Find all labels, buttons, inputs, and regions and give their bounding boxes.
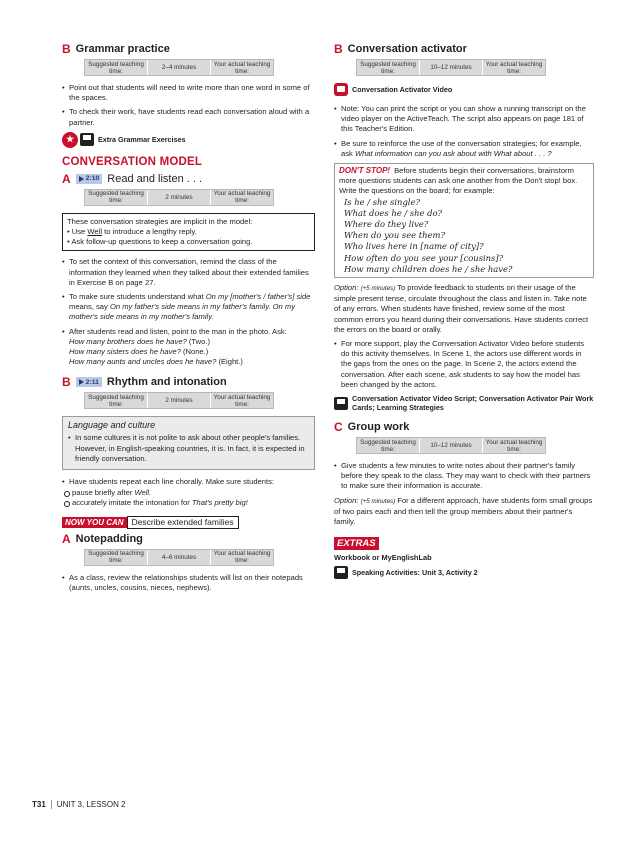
language-culture-box: Language and culture • In some cultures it is not polite to ask about other people's families. However, in English-speaking countries, it is. In fact, it is expected in friendly conversation. — [62, 416, 315, 470]
minutes-value: 2–4 minutes — [148, 60, 211, 75]
bullet: • After students read and listen, point to the man in the photo. Ask: — [62, 327, 315, 337]
dont-stop-tag: DON'T STOP! — [339, 166, 391, 176]
video-icon — [334, 83, 348, 96]
bullet: • Have students repeat each line chorally. Make sure students: — [62, 477, 315, 487]
audio-track[interactable]: 2:10 — [76, 174, 103, 184]
activator-video-resource[interactable]: Conversation Activator Video — [334, 83, 594, 96]
left-column: B Grammar practice Suggested teaching time: 2–4 minutes Your actual teaching time: • Point out that students will need to write more than one word in some of the spaces. • To check their work, have students read each conversation aloud with a partner. ★ Extra Grammar Exercises CONVERSATION MODEL A 2:10 Read and listen . . . Suggested teaching time: 2 minutes Your actual teaching time: These conversation strategies are implicit in the model: • Use Well to introduce a lengthy reply. • Ask follow-up questions to keep a conversation going. • To set the context of this conversation, remind the class of the information they learned when they talked about their extended families in Exercise B on page 27. • To make sure students understand what On my [mother's / father's] side means, say On my father's side means in my father's family. On my mother's side means in my mother's family. • After students read and listen, point to the man in the photo. Ask: How many brothers does he have? (Two.) How many sisters does he have? (None.) How many aunts and uncles does he have? (Eight.) B 2:11 Rhythm and intonation Suggested teaching time: 2 minutes Your actual teaching time: Language and culture • In some cultures it is not polite to ask about other people's families. However, in English-speaking countries, it is. In fact, it is expected in friendly conversation. • Have students repeat each line chorally. Make sure students: pause briefly after Well. accurately imitate the intonation for That's pretty big! NOW YOU CAN Describe extended families A Notepadding Suggested teaching time: 4–6 minutes Your actual teaching time: • As a class, review the relationships students will list on their notepads (aunts, uncles, cousins, nieces, nephews). — [62, 42, 315, 597]
option-paragraph: Option: (+5 minutes) For a different approach, have students form small groups of two pairs each and then tell the group members about their partner's family. — [334, 495, 593, 527]
strategy-box: These conversation strategies are implicit in the model: • Use Well to introduce a lengthy reply. • Ask follow-up questions to keep a conversation going. — [62, 213, 315, 252]
footer-divider — [51, 800, 52, 809]
bullet: • Point out that students will need to write more than one word in some of the spaces. — [62, 83, 315, 103]
bullet: • Give students a few minutes to write notes about their partner's family before they speak to the class. They may want to check with their partners to make sure their information is accurate. — [334, 461, 594, 492]
time-table: Suggested teaching time: 2 minutes Your actual teaching time: — [84, 392, 274, 409]
suggested-time-label: Suggested teaching time: — [85, 60, 148, 75]
bullet: • To check their work, have students read each conversation aloud with a partner. — [62, 107, 315, 127]
conversation-model-heading: CONVERSATION MODEL — [62, 155, 203, 168]
conversation-activator-heading: B Conversation activator — [334, 42, 467, 56]
bullet: • For more support, play the Conversation Activator Video before students do this activity themselves. In Scene 1, the actors use different words in the gaps from the ones on the page. In Scene 2, the actors extend the conversation. After each scene, ask students to say how the model has been changed by the actors. — [334, 339, 594, 390]
time-table — [84, 59, 274, 76]
play-icon — [79, 379, 84, 385]
rhythm-heading: B 2:11 Rhythm and intonation — [62, 375, 227, 390]
time-table: Suggested teaching time: 2 minutes Your actual teaching time: — [84, 189, 274, 206]
workbook-label: Workbook or MyEnglishLab — [334, 553, 432, 563]
actual-time-label: Your actual teaching time: — [213, 60, 271, 75]
bullet: • To set the context of this conversation, remind the class of the information they learned when they talked about their extended families in Exercise B on page 27. — [62, 257, 315, 288]
grammar-practice-heading — [62, 42, 315, 56]
activator-script-resource[interactable]: Conversation Activator Video Script; Conversation Activator Pair Work Cards; Learning Strategies — [334, 394, 594, 412]
page-number: T31 — [32, 800, 46, 809]
section-letter: B — [62, 42, 71, 56]
speaking-activities-resource[interactable]: Speaking Activities: Unit 3, Activity 2 — [334, 566, 594, 579]
printer-icon — [334, 566, 348, 579]
question-list: Is he / she single? What does he / she do? Where do they live? When do you see them? Who lives here in [name of city]? How often do you see your [cousins]? How many children does he / she have? — [344, 196, 513, 274]
option-paragraph: Option: (+5 minutes) To provide feedback to students on their usage of the simple present tense, circulate throughout the class and listen in. Take note of any errors. When students have finished, review some of the most common errors you heard during their conversations. Have students correct the errors on the board or orally. — [334, 283, 589, 334]
time-table: Suggested teaching time: 4–6 minutes Your actual teaching time: — [84, 549, 274, 566]
time-table: Suggested teaching time: 10–12 minutes Your actual teaching time: — [356, 437, 546, 454]
group-work-heading: C Group work — [334, 420, 410, 435]
notepadding-heading: A Notepadding — [62, 531, 143, 546]
bullet: • To make sure students understand what On my [mother's / father's] side means, say On my father's side means in my father's family. On my mother's side means in my mother's family. — [62, 292, 315, 323]
read-listen-heading: A 2:10 Read and listen . . . — [62, 171, 203, 186]
printer-icon — [334, 397, 348, 410]
section-title: Grammar practice — [75, 43, 170, 55]
play-icon — [79, 176, 84, 182]
extra-grammar-resource[interactable]: ★ Extra Grammar Exercises — [62, 132, 315, 148]
dont-stop-box: DON'T STOP! Before students begin their conversations, brainstorm more questions students can ask one another from the Don't stop! box. Write the questions on the board; for example: Is he / she single? What does he / she do? Where do they live? When do you see them? Who lives here in [name of city]? How often do you see your [cousins]? How many children does he / she have? — [334, 163, 594, 278]
time-table: Suggested teaching time: 10–12 minutes Your actual teaching time: — [356, 59, 546, 76]
now-you-can-banner: NOW YOU CAN Describe extended families — [62, 516, 315, 529]
page-footer — [32, 800, 126, 809]
extras-tag: EXTRAS — [334, 537, 379, 550]
printer-icon — [80, 133, 94, 146]
star-icon: ★ — [62, 132, 78, 148]
bullet: • As a class, review the relationships students will list on their notepads (aunts, uncles, cousins, nieces, nephews). — [62, 573, 315, 593]
bullet: • Note: You can print the script or you can show a running transcript on the video player on the ActiveTeach. The script also appears on page 181 of this Teacher's Edition. — [334, 104, 594, 135]
bullet: • Be sure to reinforce the use of the conversation strategies; for example, ask What information can you ask about with What about . . . ? — [334, 139, 594, 159]
unit-label: UNIT 3, LESSON 2 — [56, 800, 126, 809]
right-column — [334, 42, 594, 587]
audio-track[interactable]: 2:11 — [76, 377, 102, 387]
